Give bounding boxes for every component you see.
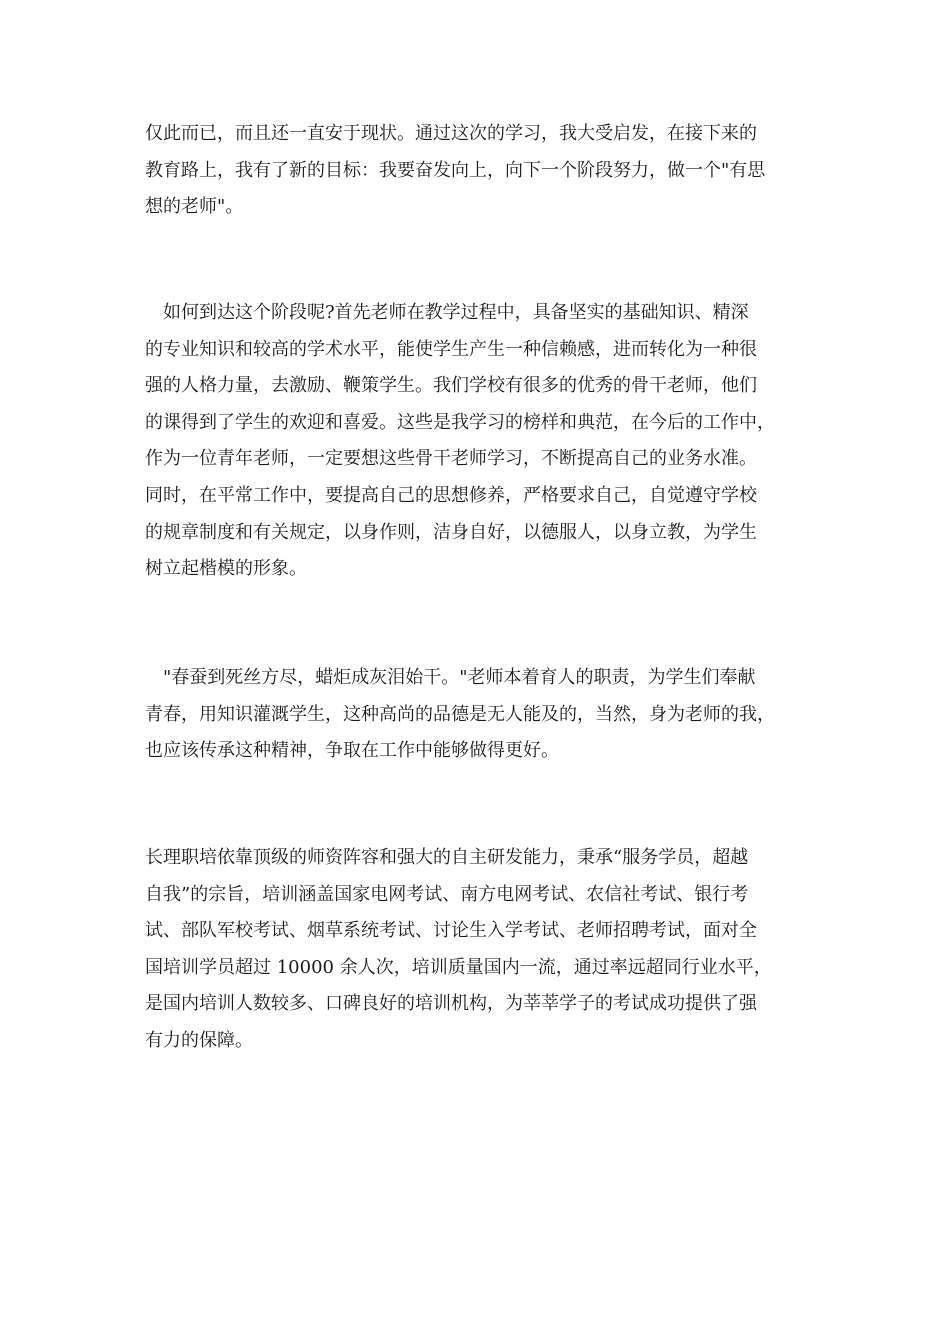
paragraph-line: 的规章制度和有关规定，以身作则，洁身自好，以德服人，以身立教，为学生 <box>145 521 757 543</box>
paragraph-line: 青春，用知识灌溉学生，这种高尚的品德是无人能及的，当然，身为老师的我， <box>145 703 775 725</box>
paragraph-line: 是国内培训人数较多、口碑良好的培训机构，为莘莘学子的考试成功提供了强 <box>145 993 757 1015</box>
paragraph-line: 有力的保障。 <box>145 1029 253 1051</box>
paragraph-line: "春蚕到死丝方尽，蜡炬成灰泪始干。"老师本着育人的职责，为学生们奉献 <box>145 667 756 688</box>
paragraph-line: 想的老师"。 <box>145 196 244 218</box>
paragraph-2 <box>145 295 807 588</box>
paragraph-line: 如何到达这个阶段呢?首先老师在教学过程中，具备坚实的基础知识、精深 <box>145 302 749 323</box>
paragraph-line: 试、部队军校考试、烟草系统考试、讨论生入学考试、老师招聘考试，面对全 <box>145 920 757 942</box>
paragraph-line: 自我”的宗旨，培训涵盖国家电网考试、南方电网考试、农信社考试、银行考 <box>145 883 749 905</box>
paragraph-line: 仅此而已，而且还一直安于现状。通过这次的学习，我大受启发，在接下来的 <box>145 123 757 144</box>
paragraph-3 <box>145 660 807 770</box>
paragraph-line: 的专业知识和较高的学术水平，能使学生产生一种信赖感，进而转化为一种很 <box>145 338 757 360</box>
paragraph-line: 树立起楷模的形象。 <box>145 558 307 580</box>
paragraph-1 <box>145 116 807 226</box>
paragraph-line: 作为一位青年老师，一定要想这些骨干老师学习，不断提高自己的业务水准。 <box>145 448 757 470</box>
paragraph-line: 也应该传承这种精神，争取在工作中能够做得更好。 <box>145 740 559 762</box>
paragraph-line: 的课得到了学生的欢迎和喜爱。这些是我学习的榜样和典范，在今后的工作中， <box>145 411 775 433</box>
paragraph-line: 强的人格力量，去激励、鞭策学生。我们学校有很多的优秀的骨干老师，他们 <box>145 375 757 397</box>
paragraph-line: 教育路上，我有了新的目标：我要奋发向上，向下一个阶段努力，做一个"有思 <box>145 159 766 181</box>
paragraph-line: 国培训学员超过 10000 余人次，培训质量国内一流，通过率远超同行业水平， <box>145 956 772 978</box>
paragraph-line: 同时，在平常工作中，要提高自己的思想修养，严格要求自己，自觉遵守学校 <box>145 484 757 506</box>
paragraph-4 <box>145 840 807 1060</box>
paragraph-line: 长理职培依靠顶级的师资阵容和强大的自主研发能力，秉承“服务学员，超越 <box>145 847 749 868</box>
